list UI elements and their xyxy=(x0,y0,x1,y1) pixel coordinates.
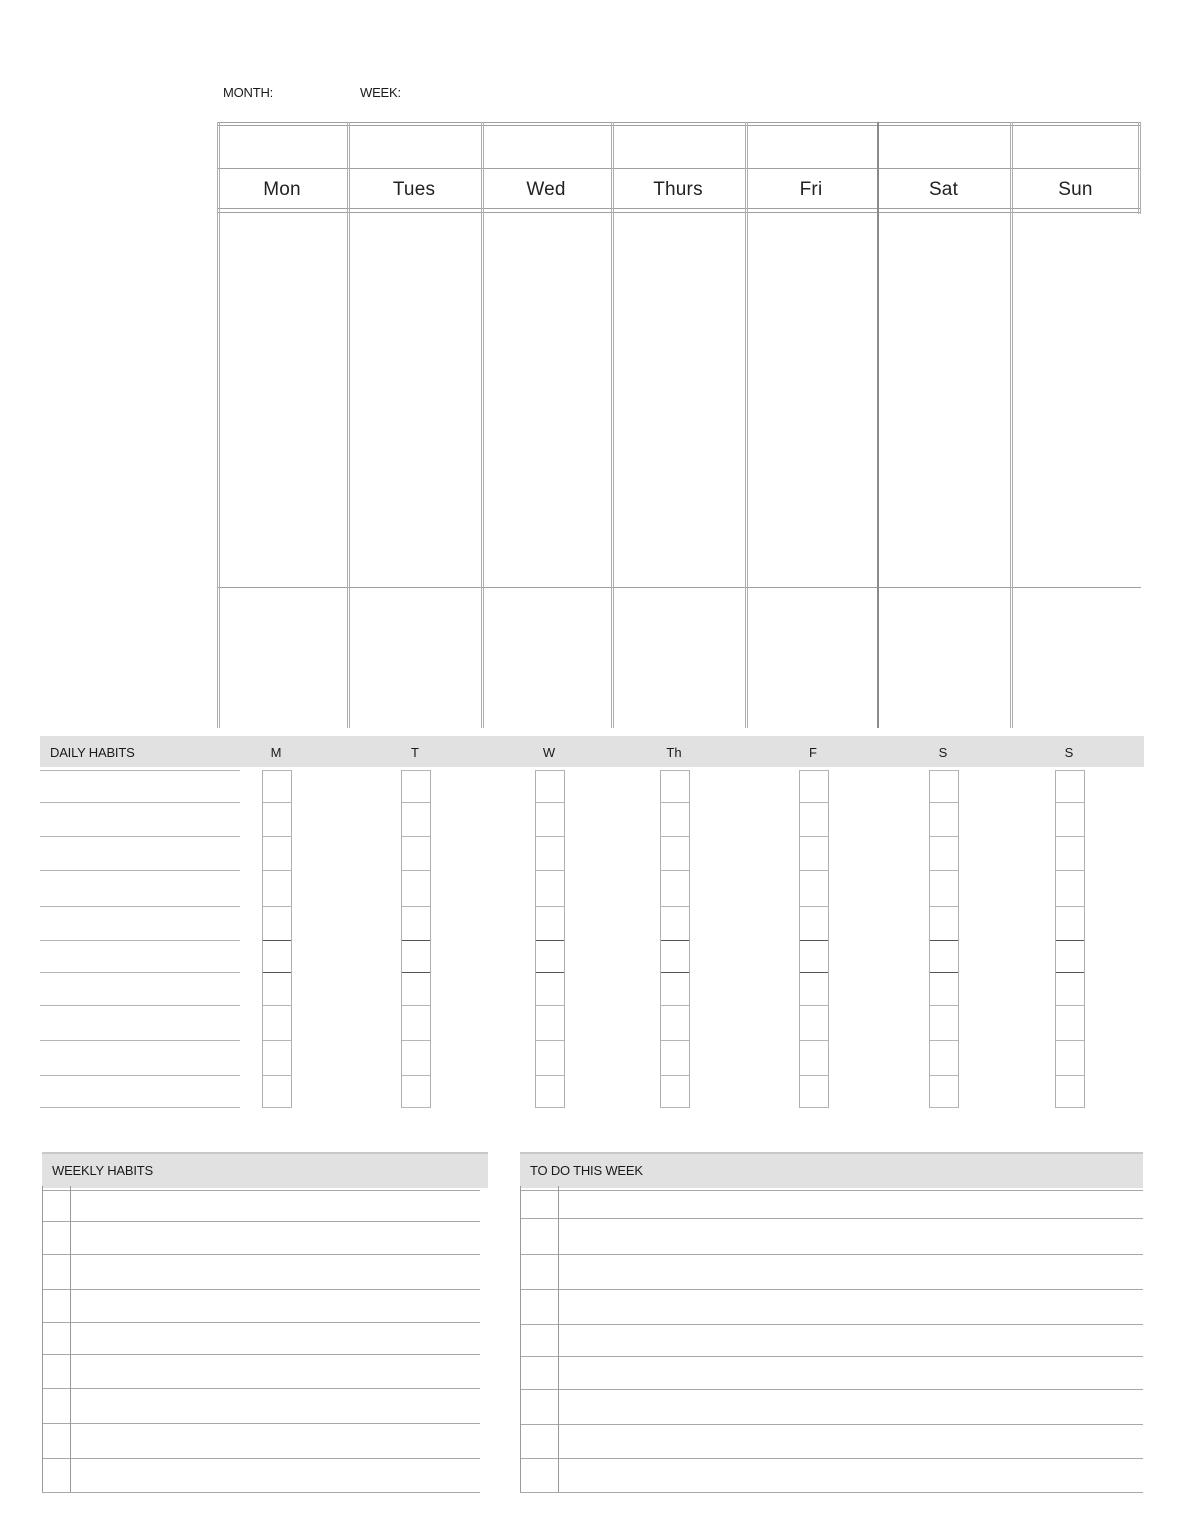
list-row-line[interactable] xyxy=(42,1322,480,1323)
habit-checkbox-line xyxy=(402,1075,430,1076)
habit-checkbox-column[interactable] xyxy=(1055,770,1085,1108)
list-row-line[interactable] xyxy=(520,1289,1143,1290)
habit-day-header: S xyxy=(938,745,948,760)
habit-checkbox-line xyxy=(661,836,689,837)
list-row-line[interactable] xyxy=(42,1289,480,1290)
habit-checkbox-line xyxy=(402,1040,430,1041)
habit-checkbox-line xyxy=(536,870,564,871)
habit-checkbox-line xyxy=(263,972,291,973)
habit-checkbox-line xyxy=(800,870,828,871)
calendar-day-thurs: Thurs xyxy=(653,179,703,200)
habit-checkbox-line xyxy=(536,770,564,771)
habit-checkbox-line xyxy=(800,906,828,907)
habit-checkbox-line xyxy=(800,940,828,941)
habit-checkbox-line xyxy=(402,906,430,907)
habit-checkbox-line xyxy=(930,836,958,837)
habit-checkbox-column[interactable] xyxy=(929,770,959,1108)
habit-checkbox-line xyxy=(661,1005,689,1006)
list-row-line[interactable] xyxy=(520,1190,1143,1191)
habit-checkbox-line xyxy=(402,940,430,941)
habit-checkbox-line xyxy=(402,870,430,871)
habit-name-line[interactable] xyxy=(40,802,240,803)
calendar-hline xyxy=(217,212,1141,213)
list-row-line[interactable] xyxy=(520,1389,1143,1390)
habit-checkbox-line xyxy=(1056,1107,1084,1108)
habit-checkbox-line xyxy=(263,906,291,907)
habit-name-line[interactable] xyxy=(40,836,240,837)
habit-checkbox-line xyxy=(263,1040,291,1041)
habit-day-header: M xyxy=(270,745,282,760)
habit-checkbox-line xyxy=(800,1040,828,1041)
list-row-line[interactable] xyxy=(42,1190,480,1191)
habit-checkbox-line xyxy=(1056,940,1084,941)
habit-checkbox-line xyxy=(263,870,291,871)
calendar-day-sat: Sat xyxy=(928,179,959,200)
calendar-vline xyxy=(217,122,220,728)
habit-checkbox-line xyxy=(402,802,430,803)
calendar-vline xyxy=(481,122,484,728)
habit-checkbox-line xyxy=(930,770,958,771)
calendar-hline xyxy=(217,587,1141,588)
habit-checkbox-line xyxy=(1056,802,1084,803)
habit-checkbox-line xyxy=(930,870,958,871)
list-row-line[interactable] xyxy=(42,1221,480,1222)
habit-checkbox-line xyxy=(263,1005,291,1006)
habit-checkbox-line xyxy=(402,836,430,837)
habit-day-header: T xyxy=(411,745,419,760)
list-row-line[interactable] xyxy=(520,1254,1143,1255)
habit-name-line[interactable] xyxy=(40,1107,240,1108)
list-row-line[interactable] xyxy=(520,1218,1143,1219)
habit-checkbox-column[interactable] xyxy=(401,770,431,1108)
habit-checkbox-line xyxy=(536,940,564,941)
habit-checkbox-line xyxy=(402,1107,430,1108)
todo-list xyxy=(520,1152,1143,1492)
calendar-vline xyxy=(347,122,350,728)
habit-checkbox-line xyxy=(661,972,689,973)
calendar-day-fri: Fri xyxy=(799,179,823,200)
habit-checkbox-line xyxy=(263,802,291,803)
habit-checkbox-line xyxy=(661,1040,689,1041)
habit-checkbox-column[interactable] xyxy=(535,770,565,1108)
habit-name-line[interactable] xyxy=(40,906,240,907)
list-row-line[interactable] xyxy=(42,1423,480,1424)
habit-checkbox-line xyxy=(930,1040,958,1041)
habit-checkbox-line xyxy=(661,802,689,803)
daily-habits-header xyxy=(40,736,1144,767)
habit-checkbox-line xyxy=(661,870,689,871)
month-label: MONTH: xyxy=(223,85,274,100)
list-row-line[interactable] xyxy=(42,1458,480,1459)
calendar-vline xyxy=(877,122,879,728)
list-row-line[interactable] xyxy=(42,1254,480,1255)
habit-checkbox-line xyxy=(536,1107,564,1108)
calendar-day-mon: Mon xyxy=(263,179,301,200)
weekly-habits-header xyxy=(42,1152,488,1188)
habit-name-line[interactable] xyxy=(40,1005,240,1006)
habit-checkbox-line xyxy=(536,906,564,907)
habit-day-header: S xyxy=(1064,745,1074,760)
calendar-vline xyxy=(611,122,614,728)
list-row-line[interactable] xyxy=(42,1388,480,1389)
calendar-day-tues: Tues xyxy=(392,179,436,200)
habit-checkbox-line xyxy=(930,940,958,941)
habit-checkbox-line xyxy=(800,836,828,837)
habit-checkbox-line xyxy=(930,802,958,803)
calendar-day-sun: Sun xyxy=(1058,179,1093,200)
habit-checkbox-line xyxy=(263,1075,291,1076)
habit-name-line[interactable] xyxy=(40,1075,240,1076)
habit-name-line[interactable] xyxy=(40,940,240,941)
habit-checkbox-line xyxy=(1056,1040,1084,1041)
habit-checkbox-column[interactable] xyxy=(262,770,292,1108)
habit-name-line[interactable] xyxy=(40,770,240,771)
calendar-hline xyxy=(217,122,1141,123)
habit-checkbox-line xyxy=(263,836,291,837)
weekly-habits-list xyxy=(42,1152,488,1492)
week-label: WEEK: xyxy=(360,85,401,100)
list-row-line[interactable] xyxy=(520,1458,1143,1459)
habit-day-header: Th xyxy=(666,745,682,760)
habit-checkbox-line xyxy=(661,1107,689,1108)
habit-checkbox-line xyxy=(1056,836,1084,837)
habit-checkbox-line xyxy=(930,972,958,973)
calendar-hline xyxy=(217,125,1141,126)
habit-checkbox-line xyxy=(1056,870,1084,871)
habit-day-header: W xyxy=(542,745,556,760)
habit-checkbox-line xyxy=(930,906,958,907)
habit-checkbox-line xyxy=(661,940,689,941)
list-row-line[interactable] xyxy=(520,1324,1143,1325)
list-row-line[interactable] xyxy=(520,1424,1143,1425)
habit-checkbox-line xyxy=(402,1005,430,1006)
habit-checkbox-line xyxy=(800,770,828,771)
habit-checkbox-line xyxy=(263,770,291,771)
habit-checkbox-line xyxy=(930,1005,958,1006)
list-row-line[interactable] xyxy=(520,1356,1143,1357)
todo-header xyxy=(520,1152,1143,1188)
habit-checkbox-line xyxy=(536,1040,564,1041)
habit-checkbox-line xyxy=(661,1075,689,1076)
list-checkbox-divider xyxy=(520,1186,521,1492)
habit-checkbox-line xyxy=(661,906,689,907)
list-row-line[interactable] xyxy=(42,1492,480,1493)
calendar-hline xyxy=(217,208,1141,209)
habit-checkbox-line xyxy=(536,1005,564,1006)
habit-checkbox-line xyxy=(536,1075,564,1076)
habit-checkbox-column[interactable] xyxy=(660,770,690,1108)
habit-checkbox-line xyxy=(1056,906,1084,907)
habit-checkbox-line xyxy=(263,940,291,941)
habit-checkbox-line xyxy=(930,1107,958,1108)
habit-checkbox-line xyxy=(800,1075,828,1076)
habit-checkbox-line xyxy=(661,770,689,771)
habit-checkbox-line xyxy=(402,972,430,973)
habit-name-line[interactable] xyxy=(40,870,240,871)
habit-checkbox-column[interactable] xyxy=(799,770,829,1108)
habit-checkbox-line xyxy=(1056,972,1084,973)
habit-checkbox-line xyxy=(800,972,828,973)
calendar-vline xyxy=(745,122,748,728)
habit-checkbox-line xyxy=(1056,770,1084,771)
habit-checkbox-line xyxy=(930,1075,958,1076)
todo-title: TO DO THIS WEEK xyxy=(530,1163,643,1178)
habit-checkbox-line xyxy=(800,1005,828,1006)
weekly-calendar-grid xyxy=(217,122,1141,728)
habit-checkbox-line xyxy=(1056,1075,1084,1076)
list-checkbox-divider xyxy=(70,1186,71,1492)
calendar-vline xyxy=(1010,122,1013,728)
habit-day-header: F xyxy=(809,745,817,760)
habit-checkbox-line xyxy=(536,972,564,973)
calendar-hline xyxy=(217,168,1141,169)
list-checkbox-divider xyxy=(558,1186,559,1492)
habit-name-line[interactable] xyxy=(40,972,240,973)
habit-checkbox-line xyxy=(800,802,828,803)
calendar-day-wed: Wed xyxy=(526,179,566,200)
habit-checkbox-line xyxy=(1056,1005,1084,1006)
list-row-line[interactable] xyxy=(520,1492,1143,1493)
list-checkbox-divider xyxy=(42,1186,43,1492)
weekly-habits-title: WEEKLY HABITS xyxy=(52,1163,153,1178)
habit-checkbox-line xyxy=(536,802,564,803)
habit-checkbox-line xyxy=(402,770,430,771)
habit-name-line[interactable] xyxy=(40,1040,240,1041)
habit-checkbox-line xyxy=(536,836,564,837)
list-row-line[interactable] xyxy=(42,1354,480,1355)
habit-checkbox-line xyxy=(263,1107,291,1108)
daily-habits-title: DAILY HABITS xyxy=(50,745,135,760)
habit-checkbox-line xyxy=(800,1107,828,1108)
